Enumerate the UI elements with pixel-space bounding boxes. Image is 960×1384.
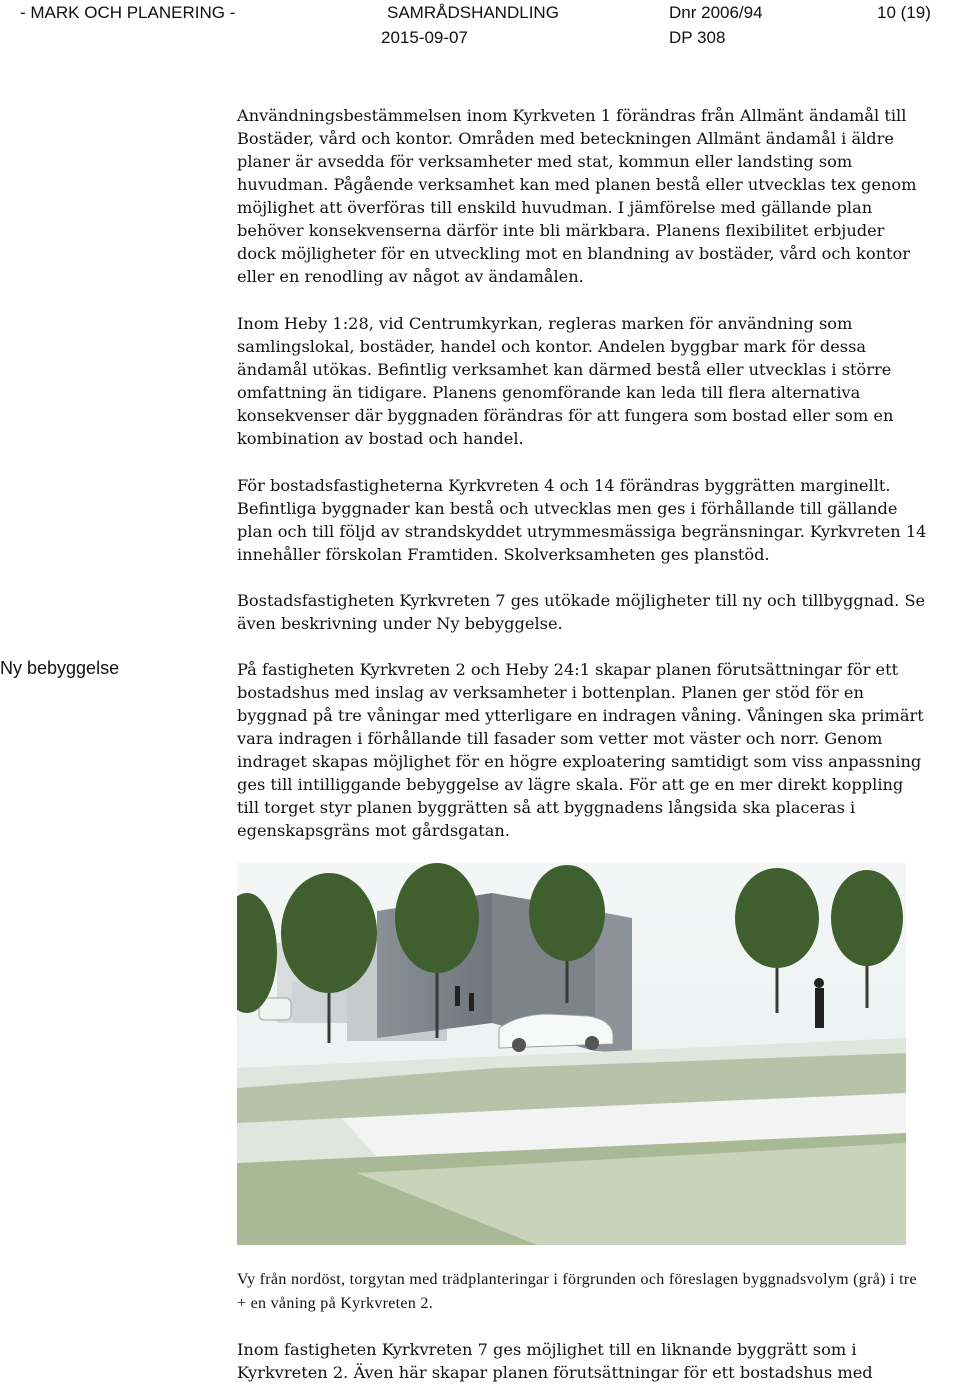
header-doc-type: SAMRÅDSHANDLING (387, 3, 559, 22)
header-page-number: 10 (19) (877, 3, 931, 22)
paragraph-heby-1-28: Inom Heby 1:28, vid Centrumkyrkan, regleras marken för användning som samlingslokal, bostäder, handel och kontor. Andelen byggbar mark för dessa ändamål utökas. Befintlig verksamhet kan därmed bestå eller utvecklas i större omfattning än tidigare. Planens genomförande kan leda till flera alternativa konsekvenser där byggnaden förändras för att fungera som bostad eller som en kombination av bostad och handel. (237, 314, 894, 448)
rendering-illustration (237, 863, 906, 1245)
header-date: 2015-09-07 (381, 28, 468, 47)
page-header (0, 0, 960, 60)
side-heading-ny-bebyggelse: Ny bebyggelse (0, 658, 120, 678)
paragraph-kyrkvreten-7: Bostadsfastigheten Kyrkvreten 7 ges utökade möjligheter till ny och tillbyggnad. Se även beskrivning under Ny bebyggelse. (237, 591, 926, 633)
paragraph-kyrkvreten-4-14: För bostadsfastigheterna Kyrkvreten 4 och 14 förändras byggrätten marginellt. Befintliga byggnader kan bestå och utvecklas men ges i förhållande till gällande plan och till följd av strandskyddet utrymmesmässiga begränsningar. Kyrkvreten 14 innehåller förskolan Framtiden. Skolverksamheten ges planstöd. (237, 476, 927, 564)
paragraph-ny-bebyggelse: På fastigheten Kyrkvreten 2 och Heby 24:1 skapar planen förutsättningar för ett bostadshus med inslag av verksamheter i bottenplan. Planen ger stöd för en byggnad på tre våningar med ytterligare en indragen våning. Våningen ska primärt vara indragen i förhållande till fasader som vetter mot väster och norr. Genom indraget skapas möjlighet för en högre exploatering samtidigt som viss anpassning ges till intilliggande bebyggelse av lägre skala. För att ge en mer direkt koppling till torget styr planen byggrätten så att byggnadens långsida ska placeras i egenskapsgräns mot gårdsgatan. (237, 660, 924, 840)
header-dp: DP 308 (669, 28, 726, 47)
image-caption: Vy från nordöst, torgytan med trädplanteringar i förgrunden och föreslagen byggnadsvolym (grå) i tre + en våning på Kyrkvreten 2. (237, 1271, 917, 1312)
header-section: - MARK OCH PLANERING - (20, 3, 236, 22)
architectural-rendering-image (237, 863, 906, 1245)
header-dnr: Dnr 2006/94 (669, 3, 763, 22)
paragraph-kyrkveten-1: Användningsbestämmelsen inom Kyrkveten 1 förändras från Allmänt ändamål till Bostäder, vård och kontor. Områden med beteckningen Allmänt ändamål i äldre planer är avsedda för verksamheter med stat, kommun eller landsting som huvudman. Pågående verksamhet kan med planen bestå eller utvecklas tex genom möjlighet att överföras till enskild huvudman. I jämförelse med gällande plan behöver konsekvenserna därför inte bli märkbara. Planens flexibilitet erbjuder dock möjligheter för en utveckling mot en blandning av bostäder, vård och kontor eller en renodling av något av ändamålen. (237, 106, 917, 286)
paragraph-kyrkvreten-7-building-rights: Inom fastigheten Kyrkvreten 7 ges möjlighet till en liknande byggrätt som i Kyrkvreten 2. Även här skapar planen förutsättningar för ett bostadshus med (237, 1340, 873, 1382)
